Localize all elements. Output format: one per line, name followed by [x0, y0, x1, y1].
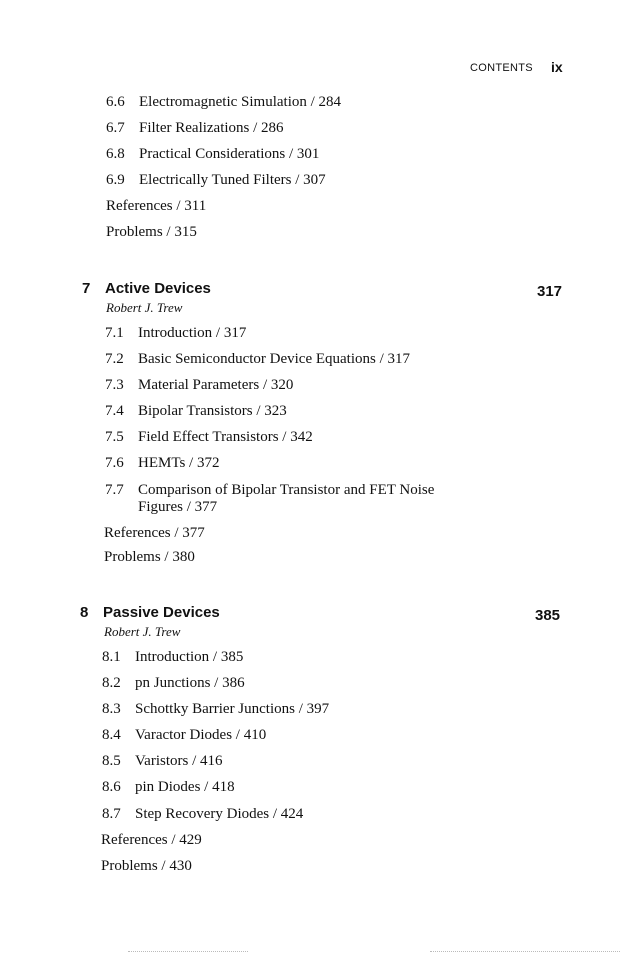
section-number: 7.1 [105, 325, 124, 341]
toc-entry-7-2 [105, 351, 410, 368]
chapter-page: 317 [537, 283, 563, 300]
section-title: Practical Considerations / 301 [139, 146, 320, 162]
toc-problems-ch6: Problems / 315 [106, 224, 197, 240]
section-number: 7.6 [105, 455, 124, 471]
section-number: 6.7 [106, 120, 125, 136]
section-number: 8.2 [102, 675, 121, 691]
toc-entry-8-5 [102, 753, 223, 770]
toc-entry-6-7 [106, 120, 284, 137]
chapter-number: 7 [82, 280, 91, 297]
section-number: 8.4 [102, 727, 121, 743]
page-number: ix [551, 59, 563, 75]
section-number: 7.7 [105, 482, 124, 498]
chapter-page: 385 [535, 607, 561, 624]
section-number: 7.3 [105, 377, 124, 393]
section-title: Introduction / 317 [138, 325, 247, 341]
section-title: Varistors / 416 [135, 753, 223, 769]
toc-entry-7-4 [105, 403, 287, 420]
toc-entry-7-7-continuation: Figures / 377 [138, 499, 218, 515]
chapter-author: Robert J. Trew [106, 300, 183, 315]
section-title: Schottky Barrier Junctions / 397 [135, 701, 330, 717]
toc-entry-7-7 [105, 482, 434, 499]
section-number: 7.4 [105, 403, 124, 419]
toc-entry-7-1 [105, 325, 246, 342]
section-number: 6.6 [106, 94, 125, 110]
section-title: pn Junctions / 386 [135, 675, 245, 691]
toc-entry-6-9 [106, 172, 326, 189]
scan-artifact-left [128, 951, 248, 953]
section-number: 8.1 [102, 649, 121, 665]
toc-problems-ch8: Problems / 430 [101, 858, 192, 874]
toc-problems-ch7: Problems / 380 [104, 549, 195, 565]
toc-entry-8-7 [102, 806, 303, 823]
toc-entry-8-2 [102, 675, 245, 692]
section-number: 6.8 [106, 146, 125, 162]
chapter-title: Passive Devices [103, 604, 220, 621]
toc-entry-7-3 [105, 377, 293, 394]
toc-entry-8-3 [102, 701, 329, 718]
section-title: Introduction / 385 [135, 649, 244, 665]
toc-entry-8-4 [102, 727, 266, 744]
section-title: Step Recovery Diodes / 424 [135, 806, 304, 822]
chapter-author: Robert J. Trew [104, 624, 181, 639]
section-title: Basic Semiconductor Device Equations / 317 [138, 351, 411, 367]
chapter-number: 8 [80, 604, 89, 621]
section-title: pin Diodes / 418 [135, 779, 235, 795]
chapter-title: Active Devices [105, 280, 211, 297]
section-title: Filter Realizations / 286 [139, 120, 284, 136]
section-number: 8.6 [102, 779, 121, 795]
toc-entry-7-6 [105, 455, 219, 472]
toc-entry-8-6 [102, 779, 235, 796]
section-title: Electromagnetic Simulation / 284 [139, 94, 342, 110]
toc-references-ch7: References / 377 [104, 525, 205, 541]
section-title: Electrically Tuned Filters / 307 [139, 172, 326, 188]
scan-artifact-right [430, 951, 620, 953]
section-title: Material Parameters / 320 [138, 377, 294, 393]
toc-entry-6-6 [106, 94, 341, 111]
section-title: Varactor Diodes / 410 [135, 727, 267, 743]
toc-entry-7-5 [105, 429, 313, 446]
toc-references-ch6: References / 311 [106, 198, 207, 214]
toc-entry-6-8 [106, 146, 319, 163]
section-number: 8.3 [102, 701, 121, 717]
section-title: Field Effect Transistors / 342 [138, 429, 313, 445]
section-title: Bipolar Transistors / 323 [138, 403, 287, 419]
section-title: Comparison of Bipolar Transistor and FET Noise [138, 482, 435, 498]
section-number: 7.5 [105, 429, 124, 445]
running-head: CONTENTS [470, 62, 533, 74]
toc-entry-8-1 [102, 649, 243, 666]
section-number: 7.2 [105, 351, 124, 367]
section-number: 6.9 [106, 172, 125, 188]
section-number: 8.7 [102, 806, 121, 822]
toc-references-ch8: References / 429 [101, 832, 202, 848]
section-number: 8.5 [102, 753, 121, 769]
section-title: HEMTs / 372 [138, 455, 220, 471]
